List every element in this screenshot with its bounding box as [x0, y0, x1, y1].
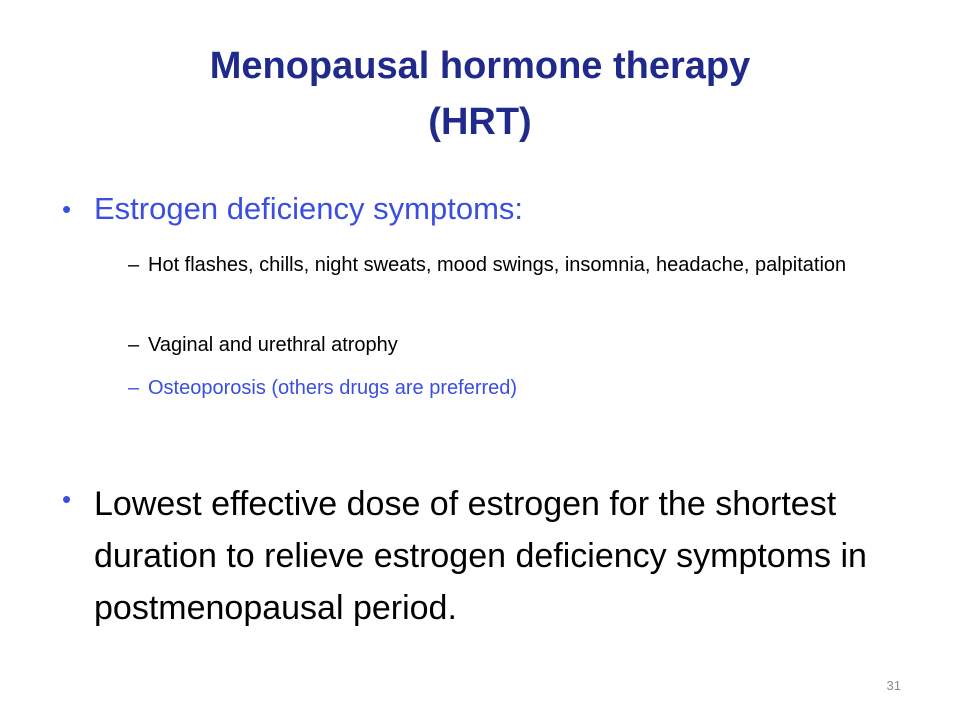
page-number: 31	[886, 678, 901, 693]
bullet-dot-icon: •	[62, 484, 72, 514]
subitem-text: Vaginal and urethral atrophy	[148, 334, 398, 356]
bullet-text: Estrogen deficiency symptoms:	[94, 191, 524, 226]
dash-icon: –	[128, 377, 140, 399]
subitem-text: Osteoporosis (others drugs are preferred)	[148, 377, 518, 399]
dash-icon: –	[128, 334, 140, 356]
bullet-dot-icon: •	[62, 194, 72, 224]
subitem-text: Hot flashes, chills, night sweats, mood swings, insomnia, headache, palpitation	[148, 254, 847, 276]
bullet-text: Lowest effective dose of estrogen for the shortest duration to relieve estrogen deficiency symptoms in postmenopausal period.	[94, 485, 867, 627]
slide-title	[0, 38, 960, 150]
title-line-1: Menopausal hormone therapy	[209, 45, 751, 87]
title-line-2: (HRT)	[428, 101, 532, 143]
dash-icon: –	[128, 254, 140, 276]
